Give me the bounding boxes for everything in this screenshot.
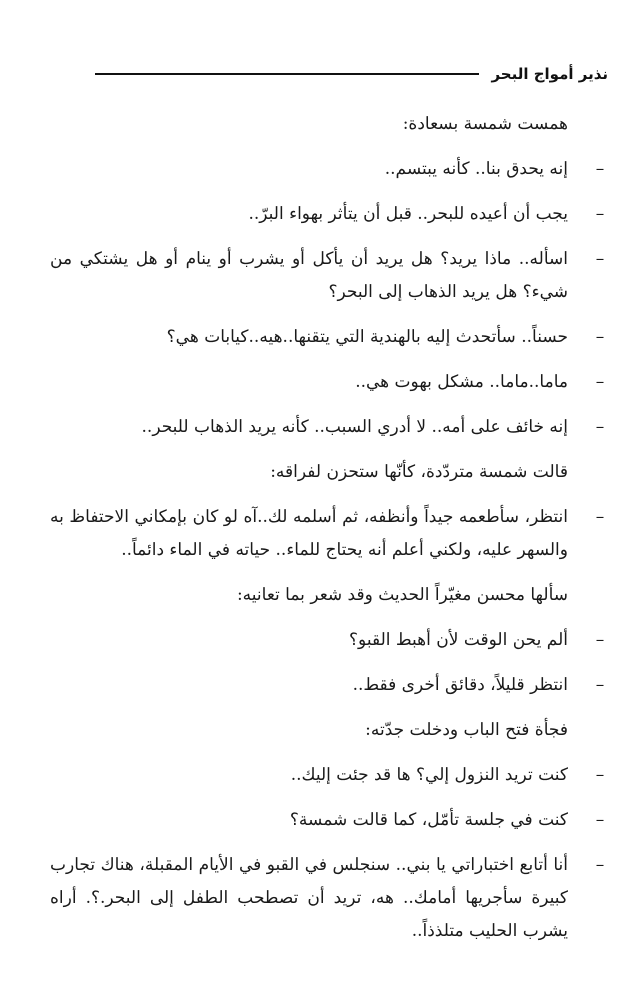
dialogue-line <box>50 411 608 444</box>
dialogue-dash: – <box>595 765 605 785</box>
dialogue-line <box>50 243 608 309</box>
dialogue-dash: – <box>595 630 605 650</box>
dialogue-text: كنت في جلسة تأمّل، كما قالت شمسة؟ <box>289 810 568 830</box>
running-header <box>95 62 608 86</box>
narration-paragraph: فجأة فتح الباب ودخلت جدّته: <box>365 720 568 740</box>
header-rule <box>95 73 479 75</box>
dialogue-line <box>50 804 608 837</box>
dialogue-dash: – <box>595 675 605 695</box>
dialogue-line <box>50 366 608 399</box>
dialogue-dash: – <box>595 249 605 269</box>
dialogue-text: يجب أن أعيده للبحر.. قبل أن يتأثر بهواء البرّ.. <box>248 204 568 224</box>
dialogue-dash: – <box>595 810 605 830</box>
narration-paragraph: قالت شمسة متردّدة، كأنّها ستحزن لفراقه: <box>270 462 568 482</box>
dialogue-dash: – <box>595 507 605 527</box>
dialogue-dash: – <box>595 855 605 875</box>
body-text <box>50 108 608 960</box>
dialogue-line <box>50 849 608 948</box>
dialogue-text: ألم يحن الوقت لأن أهبط القبو؟ <box>349 630 568 650</box>
dialogue-line <box>50 501 608 567</box>
dialogue-text: حسناً.. سأتحدث إليه بالهندية التي يتقنها..هيه..كيابات هي؟ <box>166 327 568 347</box>
dialogue-line <box>50 198 608 231</box>
dialogue-line <box>50 624 608 657</box>
running-title: نذير أمواج البحر <box>491 65 608 83</box>
dialogue-text: ماما..ماما.. مشكل بهوت هي.. <box>355 372 568 392</box>
dialogue-line <box>50 759 608 792</box>
narration-paragraph: همست شمسة بسعادة: <box>402 114 568 134</box>
dialogue-line <box>50 321 608 354</box>
dialogue-dash: – <box>595 417 605 437</box>
dialogue-text: اسأله.. ماذا يريد؟ هل يريد أن يأكل أو يشرب أو ينام أو هل يشتكي من شيء؟ هل يريد الذهاب إلى البحر؟ <box>50 249 568 302</box>
dialogue-dash: – <box>595 327 605 347</box>
dialogue-dash: – <box>595 372 605 392</box>
dialogue-text: إنه يحدق بنا.. كأنه يبتسم.. <box>384 159 568 179</box>
dialogue-dash: – <box>595 204 605 224</box>
dialogue-line <box>50 153 608 186</box>
narration-paragraph: سألها محسن مغيّراً الحديث وقد شعر بما تعانيه: <box>236 585 568 605</box>
dialogue-dash: – <box>595 159 605 179</box>
dialogue-text: أنا أتابع اختباراتي يا بني.. سنجلس في القبو في الأيام المقبلة، هناك تجارب كبيرة سأجريها أمامك.. هه، تريد أن تصطحب الطفل إلى البحر.؟. أراه يشرب الحليب متلذذاً.. <box>50 855 568 941</box>
dialogue-text: كنت تريد النزول إلي؟ ها قد جئت إليك.. <box>290 765 568 785</box>
dialogue-text: انتظر قليلاً، دقائق أخرى فقط.. <box>352 675 568 695</box>
dialogue-line <box>50 669 608 702</box>
dialogue-text: إنه خائف على أمه.. لا أدري السبب.. كأنه يريد الذهاب للبحر.. <box>141 417 568 437</box>
dialogue-text: انتظر، سأطعمه جيداً وأنظفه، ثم أسلمه لك..آه لو كان بإمكاني الاحتفاظ به والسهر عليه، ولكني أعلم أنه يحتاج للماء.. حياته في الماء دائماً.. <box>50 507 568 560</box>
